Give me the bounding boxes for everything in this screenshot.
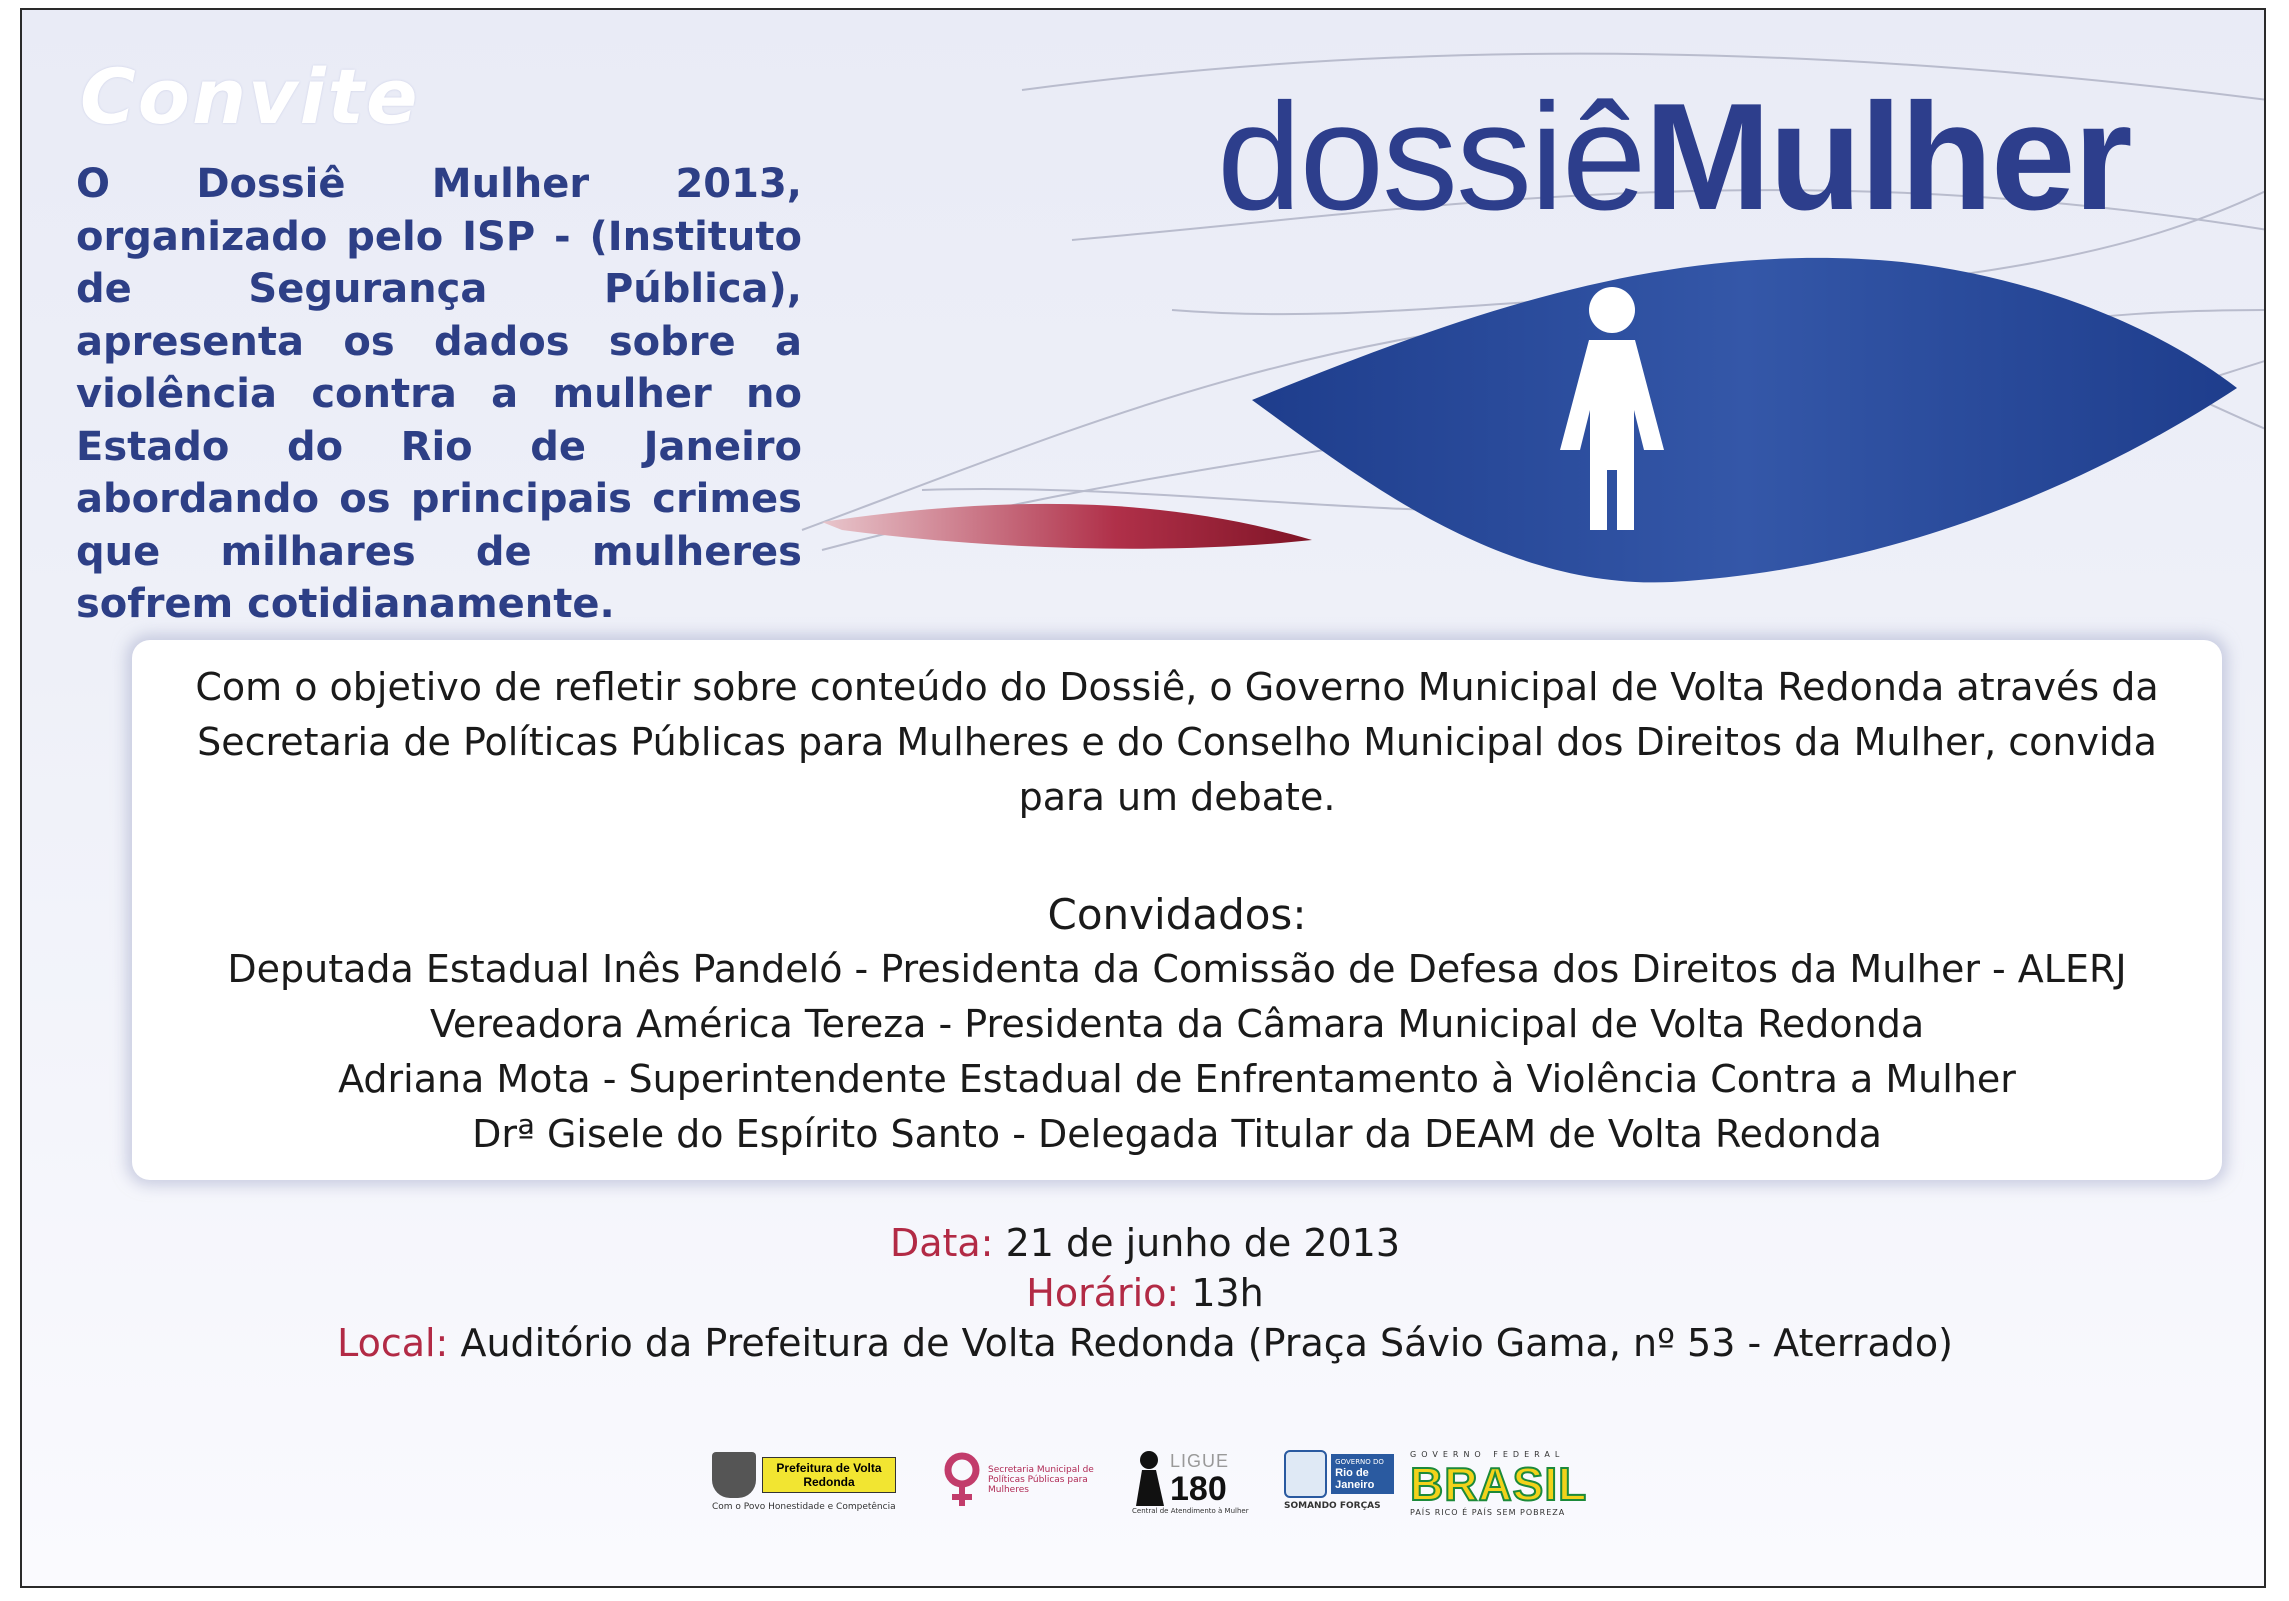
- time-label: Horário:: [1026, 1271, 1180, 1315]
- logo-bold-word: Mulher: [1644, 72, 2131, 242]
- person-silhouette-icon: [1132, 1450, 1166, 1506]
- brasil-top: GOVERNO FEDERAL: [1410, 1450, 1565, 1459]
- guest-item: Deputada Estadual Inês Pandeló - Presidenta da Comissão de Defesa dos Direitos da Mulher - ALERJ: [227, 947, 2127, 991]
- prefeitura-tagline: Com o Povo Honestidade e Competência: [712, 1502, 896, 1512]
- time-value: 13h: [1191, 1271, 1264, 1315]
- ligue-180-logo: [1132, 1450, 1262, 1516]
- guests-title: Convidados:: [1047, 890, 1307, 939]
- intro-paragraph: O Dossiê Mulher 2013, organizado pelo ISP - (Instituto de Segurança Pública), apresenta os dados sobre a violência contra a mulher no Estado do Rio de Janeiro abordando os principais crimes que milhares de mulheres sofrem cotidianamente.: [76, 161, 802, 627]
- brasil-government-logo: [1410, 1450, 1620, 1518]
- state-seal-icon: [1284, 1450, 1327, 1498]
- rio-caption: SOMANDO FORÇAS: [1284, 1501, 1381, 1511]
- date-value: 21 de junho de 2013: [1005, 1221, 1401, 1265]
- ligue-caption: Central de Atendimento à Mulher: [1132, 1507, 1249, 1515]
- brasil-caption: PAÍS RICO É PAÍS SEM POBREZA: [1410, 1508, 1566, 1517]
- guest-item: Vereadora América Tereza - Presidenta da Câmara Municipal de Volta Redonda: [429, 1002, 1925, 1046]
- invitation-card: [20, 8, 2266, 1588]
- coat-of-arms-icon: [712, 1452, 756, 1498]
- brasil-name: BRASIL: [1410, 1458, 1588, 1510]
- sponsor-logos: [22, 1450, 2266, 1540]
- ligue-label: LIGUE: [1170, 1451, 1230, 1471]
- date-label: Data:: [889, 1221, 994, 1265]
- dossie-mulher-logo: [1217, 70, 2131, 245]
- guest-item: Adriana Mota - Superintendente Estadual de Enfrentamento à Violência Contra a Mulher: [338, 1057, 2016, 1101]
- rio-name: Rio de Janeiro: [1335, 1467, 1375, 1491]
- rio-government-logo: [1284, 1450, 1394, 1511]
- blue-wave: [1252, 258, 2237, 582]
- invitation-panel: [132, 640, 2222, 1180]
- logo-light-word: dossiê: [1217, 72, 1645, 242]
- place-label: Local:: [337, 1321, 449, 1365]
- prefeitura-name: Prefeitura de Volta Redonda: [762, 1457, 896, 1493]
- secretaria-name: Secretaria Municipal de Políticas Públicas para Mulheres: [988, 1465, 1094, 1495]
- invite-label: Convite: [80, 52, 420, 141]
- guest-item: Drª Gisele do Espírito Santo - Delegada Titular da DEAM de Volta Redonda: [472, 1112, 1882, 1156]
- secretaria-logo: [942, 1450, 1142, 1510]
- rio-top: GOVERNO DO: [1335, 1458, 1384, 1466]
- prefeitura-logo: [712, 1450, 912, 1512]
- venus-symbol-icon: [942, 1450, 982, 1510]
- ligue-number: 180: [1170, 1470, 1227, 1508]
- red-wave: [822, 504, 1312, 549]
- place-value: Auditório da Prefeitura de Volta Redonda (Praça Sávio Gama, nº 53 - Aterrado): [460, 1321, 1953, 1365]
- event-details: [22, 1218, 2266, 1368]
- invitation-message: Com o objetivo de refletir sobre conteúdo do Dossiê, o Governo Municipal de Volta Redonda através da Secretaria de Políticas Públicas para Mulheres e do Conselho Municipal dos Direitos da Mulher, convida para um debate.: [195, 665, 2159, 819]
